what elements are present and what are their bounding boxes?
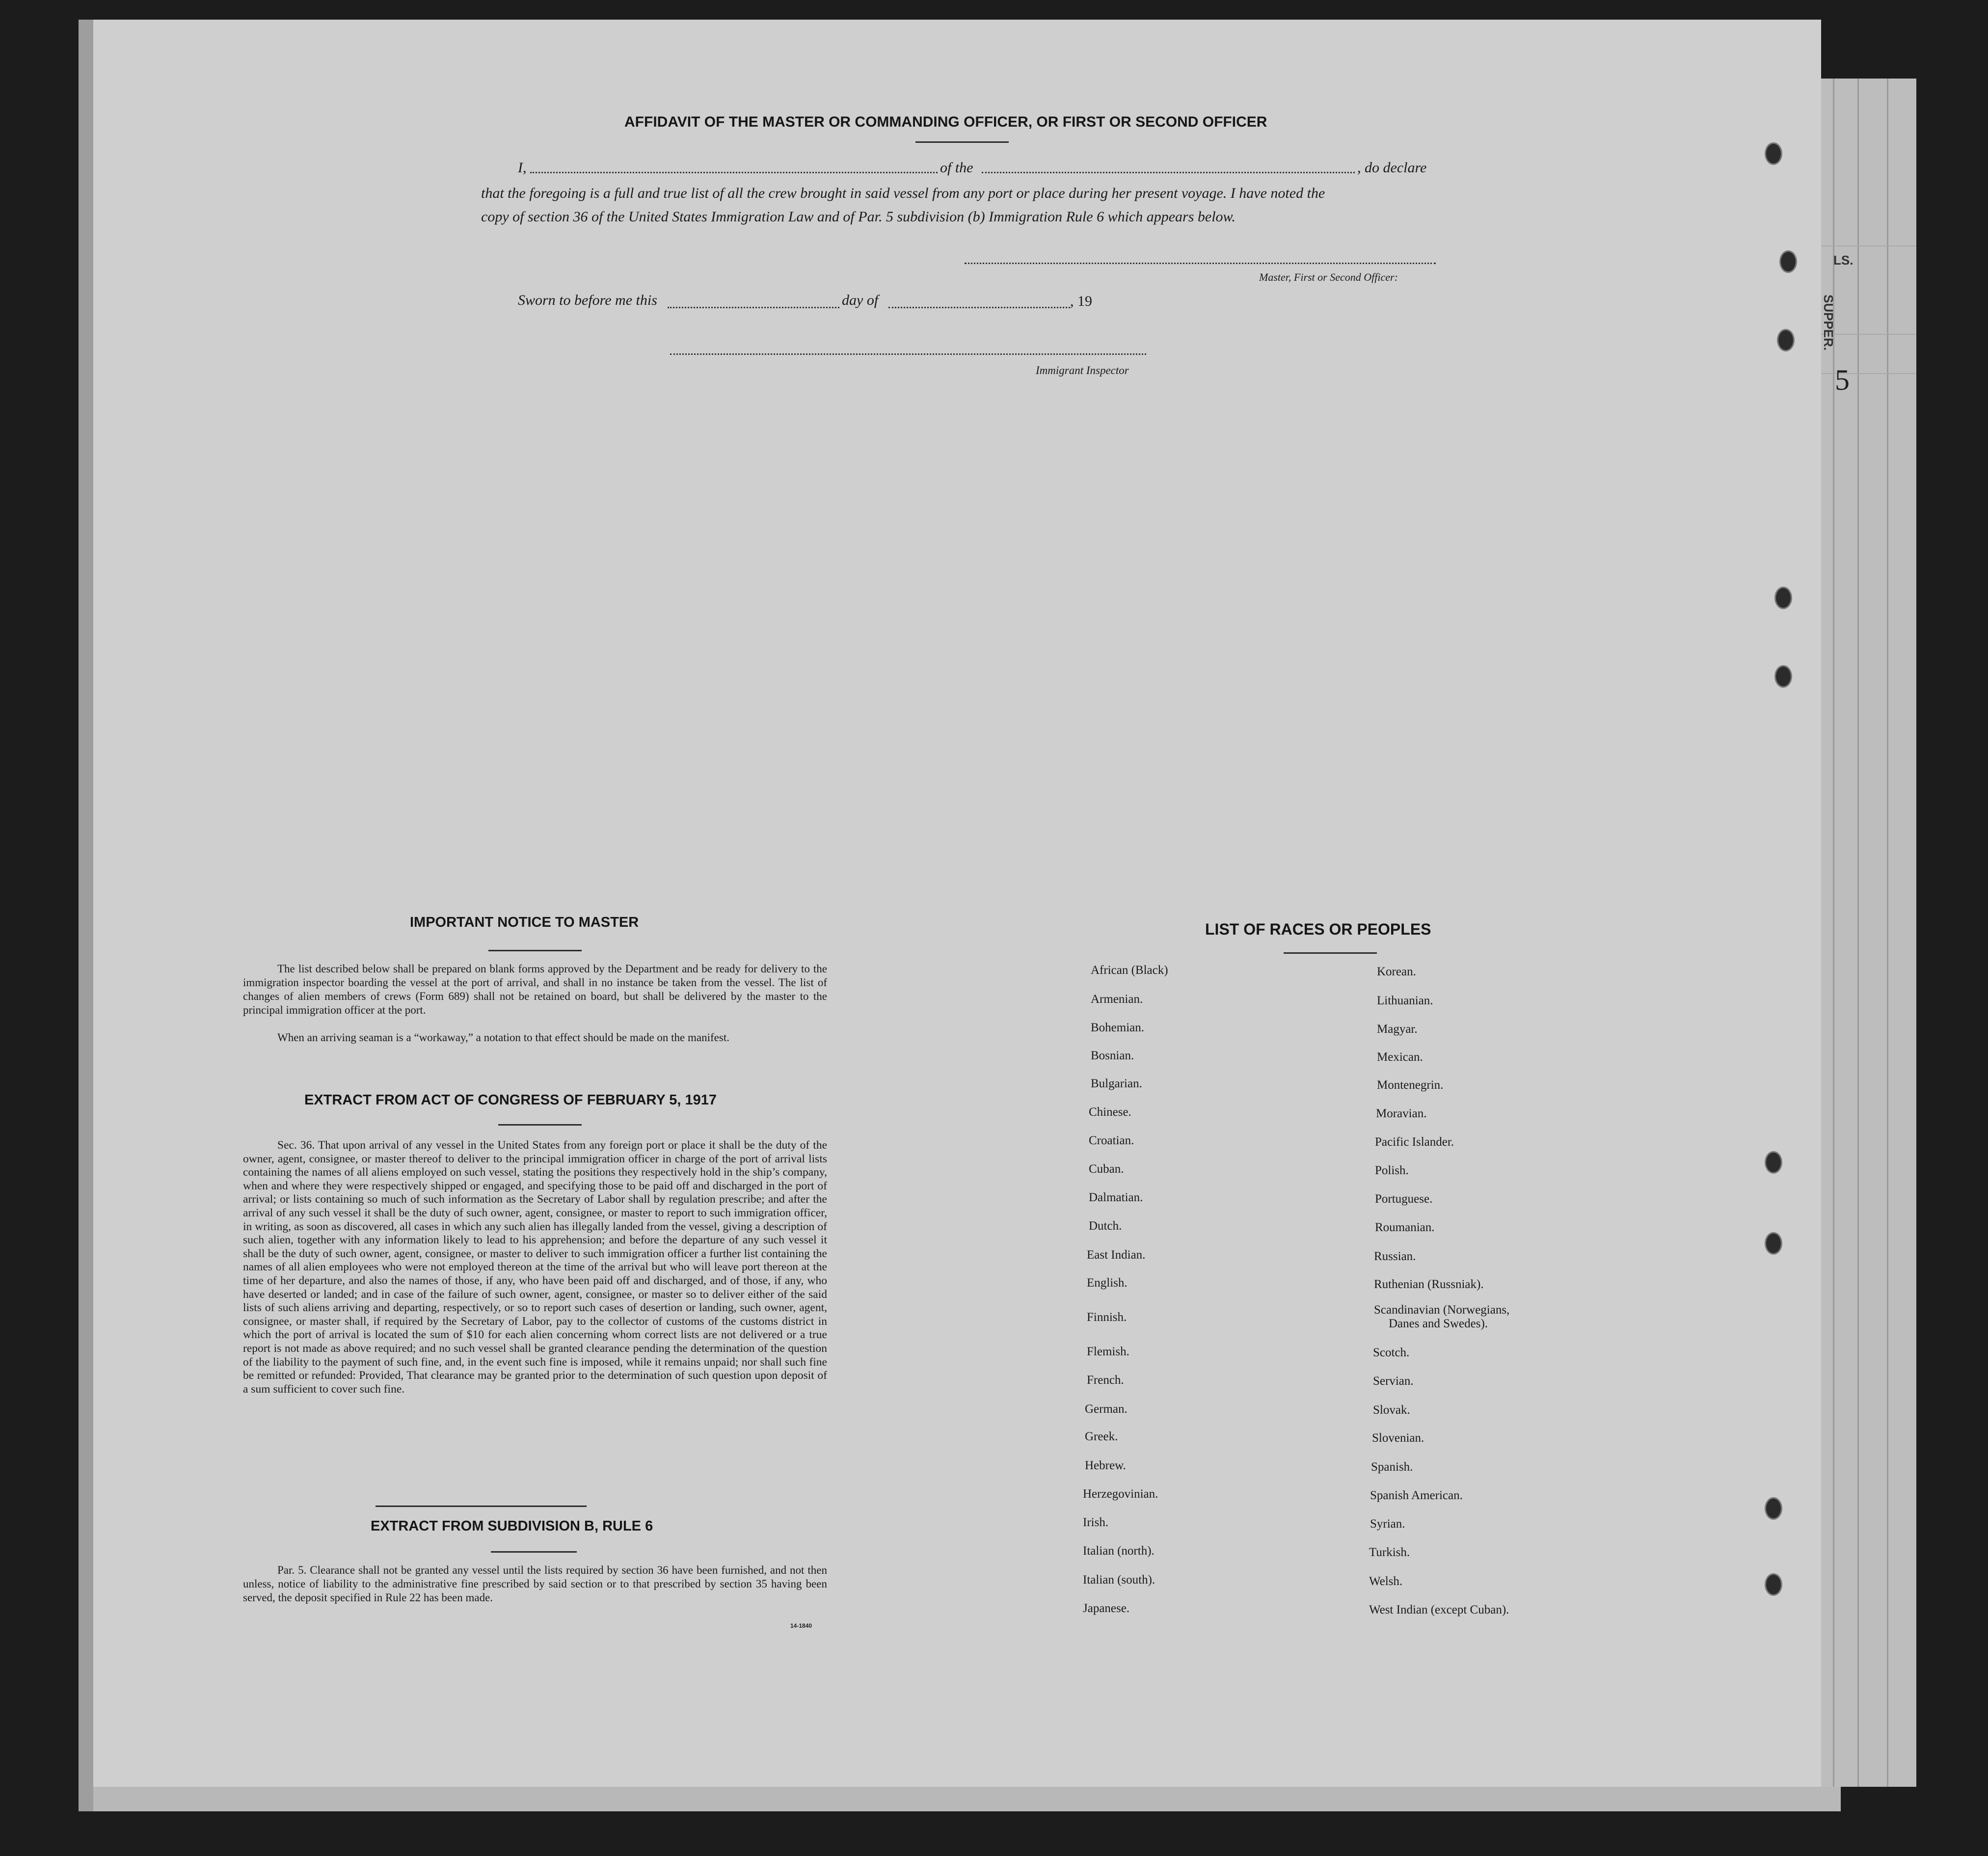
binder-hole-icon [1777,329,1795,351]
act-extract-body-text: Sec. 36. That upon arrival of any vessel in the United States from any foreign port or place it shall be the duty of the owner, agent, consignee, or master thereof to deliver to the principal immigration officer in charge of the port of arrival lists containing the names of all aliens employed on such vessel, stating the positions they respectively hold in the ship’s company, when and where they were respectively shipped or engaged, and specifying those to be paid off and discharged in the port of arrival; or lists containing so much of such information as the Secretary of Labor shall by regulation prescribe; and after the arrival of any such vessel it shall be the duty of such owner, agent, consignee, or master to report to such immigration officer, in writing, as soon as discovered, all cases in which any such alien has illegally landed from the vessel, giving a description of such alien, together with any information likely to lead to his apprehension; and before the departure of any such vessel it shall be the duty of such owner, agent, consignee, or master to deliver to such immigration officer a further list containing the names of all alien employees who were not employed thereon at the time of the arrival but who will leave port thereon at the time of her departure, and also the names of those, if any, who have been paid off and discharged, and of those, if any, who have deserted or landed; and in case of the failure of such owner, agent, consignee, or master so to deliver either of the said lists of such aliens arriving and departing, respectively, or so to report such cases of desertion or landing, such owner, agent, consignee, or master shall, if required by the Secretary of Labor, pay to the collector of customs of the customs district in which the port of arrival is located the sum of $10 for each alien concerning whom correct lists are not delivered or a true report is not made as above required; and no such vessel shall be granted clearance pending the determination of the question of the liability to the payment of such fine, and, in the event such fine is imposed, while it remains unpaid; nor shall such fine be remitted or refunded: Provided, That clearance may be granted prior to the determination of such question upon deposit of a sum sufficient to cover such fine. [243,1139,827,1396]
race-item: German. [1085,1402,1128,1416]
back-page-label-ls: LS. [1833,253,1854,268]
affidavit-title-rule [915,141,1009,143]
rule-extract-body-text: Par. 5. Clearance shall not be granted any vessel until the lists required by section 36 have been furnished, and not then unless, notice of liability to the administrative fine prescribed by said section or to that prescribed by section 35 having been served, the deposit specified in Rule 22 has been made. [243,1564,827,1604]
sworn-text-start: Sworn to before me this [518,292,657,308]
race-item: Magyar. [1377,1022,1418,1036]
binder-hole-icon [1765,1497,1782,1520]
race-item: Slovenian. [1372,1431,1424,1445]
race-item: Portuguese. [1375,1192,1433,1206]
race-item: French. [1087,1373,1124,1387]
race-item: Dalmatian. [1089,1191,1143,1204]
affidavit-line2: that the foregoing is a full and true list of all the crew brought in said vessel from any port or place during her present voyage. I have noted the [481,185,1325,201]
sworn-month-blank [888,307,1070,308]
race-item: Bohemian. [1091,1021,1145,1034]
affidavit-vessel-blank [982,172,1355,173]
race-item: Pacific Islander. [1375,1135,1454,1149]
race-item: West Indian (except Cuban). [1369,1603,1509,1616]
act-extract-title-rule [498,1124,582,1126]
race-item: Italian (south). [1083,1573,1155,1587]
race-item: Mexican. [1377,1050,1423,1064]
race-item: Herzegovinian. [1083,1487,1158,1501]
page-bottom-edge [93,1787,1841,1811]
signature-blank [965,263,1436,264]
race-item: Danes and Swedes). [1389,1317,1488,1330]
race-item: Polish. [1375,1164,1409,1177]
notice-title-rule [488,950,582,951]
race-item: Hebrew. [1085,1459,1126,1472]
race-item: Spanish. [1371,1460,1413,1474]
back-page-label-suppr: SUPPER. [1821,295,1836,351]
race-item: East Indian. [1087,1248,1146,1262]
race-item: Scandinavian (Norwegians, [1374,1303,1510,1317]
notice-paragraph-1-text: The list described below shall be prepared on blank forms approved by the Department and be ready for delivery to the immigration inspector boarding the vessel at the port of arrival, and shall in no instance be taken from the vessel. The list of changes of alien members of crews (Form 689) shall not be retained on board, but shall be delivered by the master to the principal immigration officer at the port. [243,963,827,1016]
sworn-text-mid: day of [842,292,879,308]
act-extract-end-rule [376,1506,587,1507]
inspector-caption: Immigrant Inspector [1036,364,1129,377]
race-item: Lithuanian. [1377,994,1433,1007]
act-extract-body [243,1139,827,1396]
race-item: Flemish. [1087,1345,1129,1358]
notice-title: IMPORTANT NOTICE TO MASTER [410,915,639,930]
sworn-text-end: , 19 [1070,293,1092,309]
notice-paragraph-2 [243,1031,827,1045]
race-item: Greek. [1085,1430,1118,1443]
binder-hole-icon [1774,587,1792,609]
inspector-signature-blank [670,353,1146,355]
binder-hole-icon [1765,142,1782,165]
race-item: Montenegrin. [1377,1078,1444,1092]
race-item: Slovak. [1373,1403,1410,1417]
affidavit-line1-start: I, [518,160,527,176]
binder-hole-icon [1765,1151,1782,1174]
race-item: Cuban. [1089,1162,1124,1176]
race-item: Chinese. [1089,1105,1131,1119]
binder-hole-icon [1765,1232,1782,1255]
race-item: Welsh. [1369,1575,1403,1588]
affidavit-title: AFFIDAVIT OF THE MASTER OR COMMANDING OFFICER, OR FIRST OR SECOND OFFICER [624,114,1267,130]
affidavit-line1-end: , do declare [1357,160,1427,176]
binder-hole-icon [1774,665,1792,688]
race-item: Syrian. [1370,1517,1405,1531]
race-item: Servian. [1373,1374,1414,1388]
race-item: Italian (north). [1083,1544,1155,1558]
signature-caption: Master, First or Second Officer: [1259,271,1398,283]
race-item: Scotch. [1373,1346,1410,1359]
races-title: LIST OF RACES OR PEOPLES [1205,920,1431,938]
race-item: Roumanian. [1375,1221,1435,1234]
race-item: Spanish American. [1370,1489,1463,1502]
race-item: Bulgarian. [1091,1077,1142,1090]
binder-hole-icon [1779,250,1797,273]
rule-extract-title-rule [491,1551,577,1553]
race-item: Moravian. [1376,1107,1427,1120]
race-item: Turkish. [1369,1546,1410,1559]
notice-paragraph-1 [243,962,827,1017]
race-item: African (Black) [1091,964,1168,977]
act-extract-title: EXTRACT FROM ACT OF CONGRESS OF FEBRUARY 5, 1917 [304,1092,717,1108]
form-number: 14-1840 [790,1622,812,1629]
affidavit-line3: copy of section 36 of the United States Immigration Law and of Par. 5 subdivision (b) Immigration Rule 6 which appears below. [481,209,1236,225]
sworn-day-blank [668,307,839,308]
race-item: Finnish. [1087,1311,1127,1324]
race-item: Croatian. [1089,1134,1134,1147]
notice-paragraph-2-text: When an arriving seaman is a “workaway,” a notation to that effect should be made on the manifest. [277,1031,729,1044]
document-page [93,20,1821,1811]
rule-extract-title: EXTRACT FROM SUBDIVISION B, RULE 6 [371,1518,653,1534]
back-page-handwritten-mark: 5 [1835,364,1850,396]
race-item: Dutch. [1089,1219,1122,1233]
rule-extract-body [243,1563,827,1605]
race-item: Bosnian. [1091,1049,1134,1062]
race-item: Irish. [1083,1516,1109,1529]
race-item: English. [1087,1276,1128,1290]
race-item: Ruthenian (Russniak). [1374,1278,1484,1291]
race-item: Korean. [1377,965,1416,978]
affidavit-name-blank [530,172,938,173]
race-item: Russian. [1374,1250,1416,1263]
binder-hole-icon [1765,1573,1782,1596]
races-title-rule [1284,952,1377,954]
race-item: Japanese. [1083,1602,1130,1615]
race-item: Armenian. [1091,993,1143,1006]
affidavit-line1-mid: of the [940,160,973,176]
